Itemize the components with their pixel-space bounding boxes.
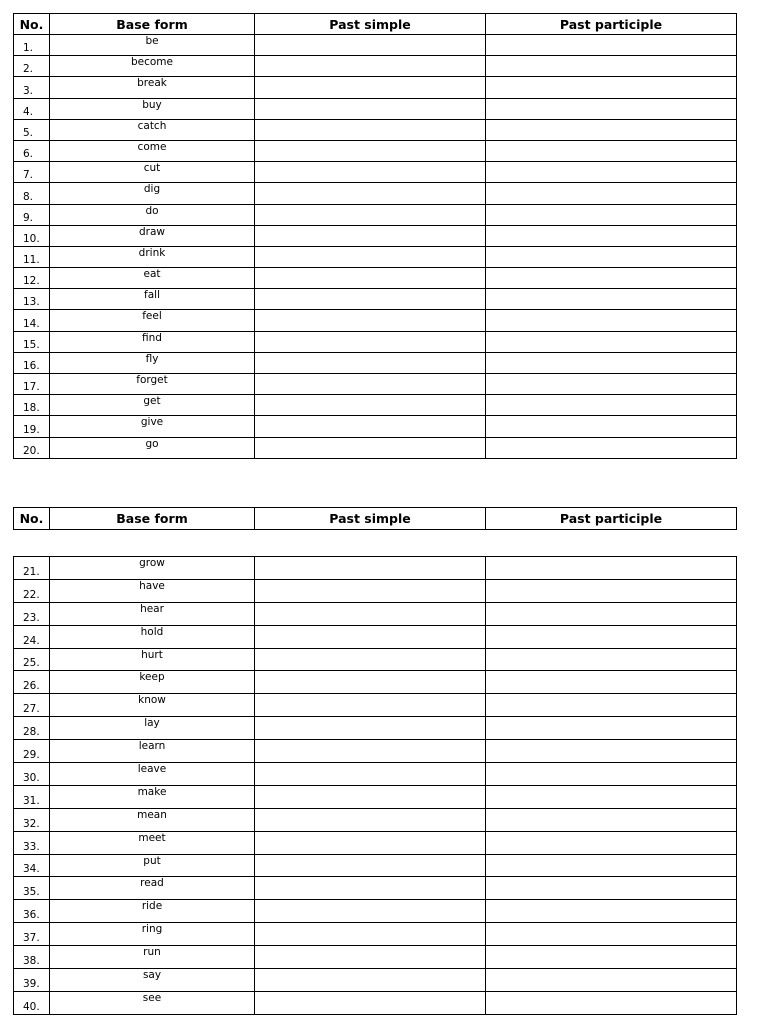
past-simple-cell[interactable]: [255, 225, 486, 246]
base-form-cell: hurt: [50, 648, 255, 671]
table-row: [14, 602, 737, 625]
past-participle-cell[interactable]: [486, 183, 737, 204]
past-participle-cell[interactable]: [486, 831, 737, 854]
past-participle-cell[interactable]: [486, 98, 737, 119]
table-row: [14, 969, 737, 992]
table-row: [14, 225, 737, 246]
past-participle-cell[interactable]: [486, 740, 737, 763]
past-simple-cell[interactable]: [255, 648, 486, 671]
past-simple-cell[interactable]: [255, 35, 486, 56]
base-form-cell: mean: [50, 808, 255, 831]
past-participle-cell[interactable]: [486, 808, 737, 831]
header-past-participle: Past participle: [486, 508, 737, 530]
table-row: [14, 183, 737, 204]
row-number: 18.: [14, 395, 50, 416]
base-form-cell: forget: [50, 374, 255, 395]
table-row: [14, 395, 737, 416]
past-participle-cell[interactable]: [486, 437, 737, 458]
past-simple-cell[interactable]: [255, 204, 486, 225]
base-form-cell: hold: [50, 625, 255, 648]
base-form-cell: dig: [50, 183, 255, 204]
past-participle-cell[interactable]: [486, 395, 737, 416]
row-number: 2.: [14, 56, 50, 77]
base-form-cell: find: [50, 331, 255, 352]
past-simple-cell[interactable]: [255, 395, 486, 416]
past-simple-cell[interactable]: [255, 877, 486, 900]
past-participle-cell[interactable]: [486, 923, 737, 946]
past-simple-cell[interactable]: [255, 625, 486, 648]
table-header-row: [14, 14, 737, 35]
table-row: [14, 374, 737, 395]
base-form-cell: read: [50, 877, 255, 900]
base-form-cell: meet: [50, 831, 255, 854]
table-row: [14, 808, 737, 831]
table-row: [14, 162, 737, 183]
past-simple-cell[interactable]: [255, 579, 486, 602]
row-number: 6.: [14, 140, 50, 161]
table-row: [14, 625, 737, 648]
table-row: [14, 717, 737, 740]
past-participle-cell[interactable]: [486, 602, 737, 625]
past-simple-cell[interactable]: [255, 374, 486, 395]
past-simple-cell[interactable]: [255, 808, 486, 831]
table-row: [14, 204, 737, 225]
base-form-cell: grow: [50, 557, 255, 580]
past-participle-cell[interactable]: [486, 579, 737, 602]
row-number: 35.: [14, 877, 50, 900]
past-simple-cell[interactable]: [255, 331, 486, 352]
past-participle-cell[interactable]: [486, 140, 737, 161]
verb-table-2: [13, 556, 737, 1015]
base-form-cell: fall: [50, 289, 255, 310]
table-row: [14, 671, 737, 694]
past-simple-cell[interactable]: [255, 602, 486, 625]
base-form-cell: come: [50, 140, 255, 161]
past-participle-cell[interactable]: [486, 991, 737, 1014]
base-form-cell: catch: [50, 119, 255, 140]
row-number: 29.: [14, 740, 50, 763]
row-number: 28.: [14, 717, 50, 740]
verb-table-1-body: [14, 35, 737, 459]
base-form-cell: break: [50, 77, 255, 98]
row-number: 5.: [14, 119, 50, 140]
table-row: [14, 289, 737, 310]
table-row: [14, 648, 737, 671]
header-past-simple: Past simple: [255, 14, 486, 35]
base-form-cell: lay: [50, 717, 255, 740]
row-number: 4.: [14, 98, 50, 119]
row-number: 9.: [14, 204, 50, 225]
past-simple-cell[interactable]: [255, 946, 486, 969]
past-participle-cell[interactable]: [486, 289, 737, 310]
row-number: 39.: [14, 969, 50, 992]
row-number: 12.: [14, 268, 50, 289]
table-row: [14, 140, 737, 161]
past-participle-cell[interactable]: [486, 854, 737, 877]
table-row: [14, 331, 737, 352]
past-participle-cell[interactable]: [486, 331, 737, 352]
base-form-cell: ring: [50, 923, 255, 946]
past-participle-cell[interactable]: [486, 900, 737, 923]
past-participle-cell[interactable]: [486, 557, 737, 580]
base-form-cell: have: [50, 579, 255, 602]
base-form-cell: see: [50, 991, 255, 1014]
base-form-cell: run: [50, 946, 255, 969]
table-row: [14, 991, 737, 1014]
base-form-cell: give: [50, 416, 255, 437]
past-simple-cell[interactable]: [255, 56, 486, 77]
table-row: [14, 310, 737, 331]
row-number: 25.: [14, 648, 50, 671]
past-participle-cell[interactable]: [486, 946, 737, 969]
row-number: 26.: [14, 671, 50, 694]
row-number: 30.: [14, 763, 50, 786]
table-row: [14, 923, 737, 946]
table-row: [14, 763, 737, 786]
past-participle-cell[interactable]: [486, 35, 737, 56]
table-row: [14, 900, 737, 923]
row-number: 24.: [14, 625, 50, 648]
past-simple-cell[interactable]: [255, 268, 486, 289]
row-number: 23.: [14, 602, 50, 625]
past-simple-cell[interactable]: [255, 352, 486, 373]
past-participle-cell[interactable]: [486, 204, 737, 225]
past-simple-cell[interactable]: [255, 763, 486, 786]
past-participle-cell[interactable]: [486, 785, 737, 808]
base-form-cell: fly: [50, 352, 255, 373]
row-number: 11.: [14, 246, 50, 267]
header-past-participle: Past participle: [486, 14, 737, 35]
row-number: 10.: [14, 225, 50, 246]
header-no: No.: [14, 508, 50, 530]
row-number: 17.: [14, 374, 50, 395]
header-past-simple: Past simple: [255, 508, 486, 530]
past-simple-cell[interactable]: [255, 437, 486, 458]
past-simple-cell[interactable]: [255, 785, 486, 808]
table-row: [14, 246, 737, 267]
base-form-cell: eat: [50, 268, 255, 289]
row-number: 8.: [14, 183, 50, 204]
base-form-cell: keep: [50, 671, 255, 694]
row-number: 3.: [14, 77, 50, 98]
table-row: [14, 694, 737, 717]
past-participle-cell[interactable]: [486, 416, 737, 437]
base-form-cell: say: [50, 969, 255, 992]
header-base-form: Base form: [50, 14, 255, 35]
past-simple-cell[interactable]: [255, 740, 486, 763]
row-number: 13.: [14, 289, 50, 310]
base-form-cell: hear: [50, 602, 255, 625]
past-simple-cell[interactable]: [255, 831, 486, 854]
row-number: 31.: [14, 785, 50, 808]
base-form-cell: cut: [50, 162, 255, 183]
row-number: 15.: [14, 331, 50, 352]
row-number: 19.: [14, 416, 50, 437]
past-participle-cell[interactable]: [486, 119, 737, 140]
base-form-cell: ride: [50, 900, 255, 923]
past-simple-cell[interactable]: [255, 289, 486, 310]
table-row: [14, 877, 737, 900]
row-number: 22.: [14, 579, 50, 602]
table-row: [14, 416, 737, 437]
row-number: 34.: [14, 854, 50, 877]
base-form-cell: leave: [50, 763, 255, 786]
base-form-cell: know: [50, 694, 255, 717]
verb-table-2-body: [14, 557, 737, 1015]
past-participle-cell[interactable]: [486, 310, 737, 331]
table-row: [14, 557, 737, 580]
past-participle-cell[interactable]: [486, 717, 737, 740]
row-number: 33.: [14, 831, 50, 854]
row-number: 27.: [14, 694, 50, 717]
table-row: [14, 579, 737, 602]
table-row: [14, 831, 737, 854]
row-number: 7.: [14, 162, 50, 183]
past-participle-cell[interactable]: [486, 671, 737, 694]
base-form-cell: learn: [50, 740, 255, 763]
past-participle-cell[interactable]: [486, 877, 737, 900]
past-simple-cell[interactable]: [255, 310, 486, 331]
header-no: No.: [14, 14, 50, 35]
base-form-cell: feel: [50, 310, 255, 331]
row-number: 38.: [14, 946, 50, 969]
past-participle-cell[interactable]: [486, 694, 737, 717]
past-participle-cell[interactable]: [486, 374, 737, 395]
past-participle-cell[interactable]: [486, 77, 737, 98]
base-form-cell: put: [50, 854, 255, 877]
header-base-form: Base form: [50, 508, 255, 530]
row-number: 14.: [14, 310, 50, 331]
past-participle-cell[interactable]: [486, 268, 737, 289]
row-number: 21.: [14, 557, 50, 580]
table-row: [14, 352, 737, 373]
base-form-cell: do: [50, 204, 255, 225]
table-row: [14, 437, 737, 458]
past-simple-cell[interactable]: [255, 717, 486, 740]
past-participle-cell[interactable]: [486, 969, 737, 992]
table-row: [14, 77, 737, 98]
row-number: 37.: [14, 923, 50, 946]
past-simple-cell[interactable]: [255, 416, 486, 437]
table-header-row: [14, 508, 737, 530]
table-row: [14, 35, 737, 56]
table-row: [14, 56, 737, 77]
table-row: [14, 98, 737, 119]
verb-table-1: [13, 13, 737, 459]
past-simple-cell[interactable]: [255, 854, 486, 877]
past-participle-cell[interactable]: [486, 246, 737, 267]
base-form-cell: buy: [50, 98, 255, 119]
base-form-cell: draw: [50, 225, 255, 246]
past-simple-cell[interactable]: [255, 162, 486, 183]
past-simple-cell[interactable]: [255, 900, 486, 923]
row-number: 36.: [14, 900, 50, 923]
past-simple-cell[interactable]: [255, 694, 486, 717]
past-simple-cell[interactable]: [255, 140, 486, 161]
past-participle-cell[interactable]: [486, 56, 737, 77]
table-row: [14, 119, 737, 140]
past-participle-cell[interactable]: [486, 625, 737, 648]
row-number: 40.: [14, 991, 50, 1014]
verb-table-2-header: [13, 507, 737, 530]
past-simple-cell[interactable]: [255, 923, 486, 946]
row-number: 1.: [14, 35, 50, 56]
past-participle-cell[interactable]: [486, 352, 737, 373]
row-number: 20.: [14, 437, 50, 458]
past-simple-cell[interactable]: [255, 183, 486, 204]
past-simple-cell[interactable]: [255, 246, 486, 267]
past-participle-cell[interactable]: [486, 162, 737, 183]
row-number: 16.: [14, 352, 50, 373]
past-simple-cell[interactable]: [255, 969, 486, 992]
past-simple-cell[interactable]: [255, 557, 486, 580]
past-participle-cell[interactable]: [486, 763, 737, 786]
past-simple-cell[interactable]: [255, 98, 486, 119]
past-simple-cell[interactable]: [255, 77, 486, 98]
table-row: [14, 740, 737, 763]
past-simple-cell[interactable]: [255, 671, 486, 694]
table-row: [14, 785, 737, 808]
past-participle-cell[interactable]: [486, 225, 737, 246]
base-form-cell: drink: [50, 246, 255, 267]
table-row: [14, 946, 737, 969]
past-participle-cell[interactable]: [486, 648, 737, 671]
base-form-cell: become: [50, 56, 255, 77]
past-simple-cell[interactable]: [255, 991, 486, 1014]
base-form-cell: make: [50, 785, 255, 808]
table-row: [14, 854, 737, 877]
past-simple-cell[interactable]: [255, 119, 486, 140]
base-form-cell: get: [50, 395, 255, 416]
base-form-cell: be: [50, 35, 255, 56]
row-number: 32.: [14, 808, 50, 831]
table-row: [14, 268, 737, 289]
base-form-cell: go: [50, 437, 255, 458]
